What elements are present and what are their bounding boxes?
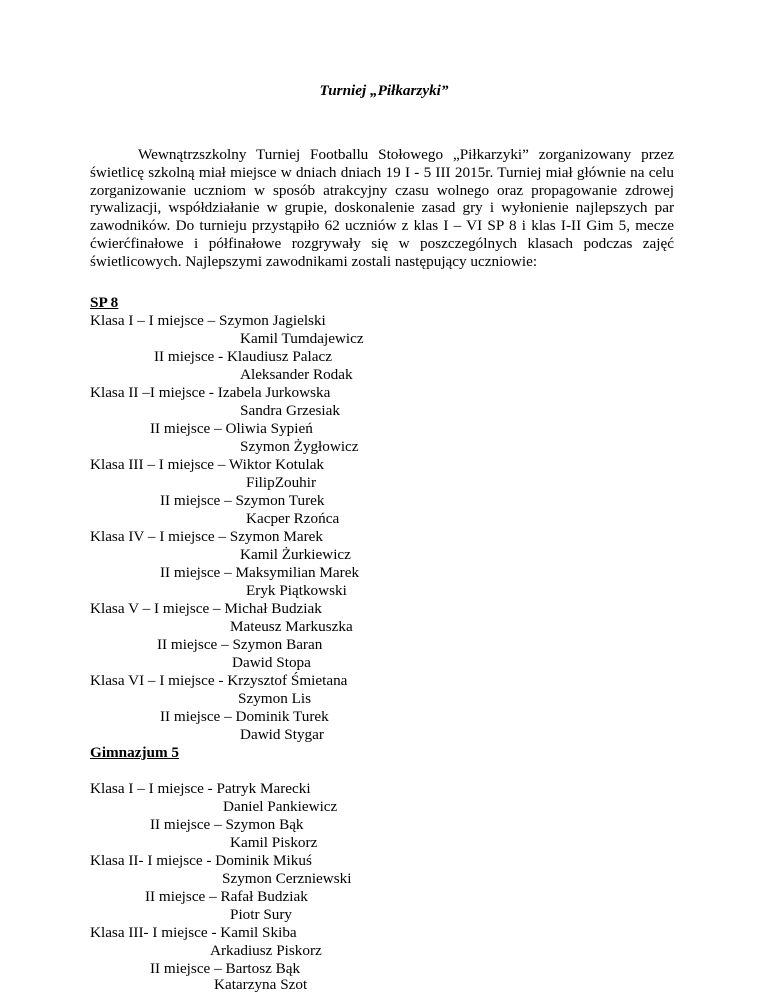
list-line: Klasa IV – I miejsce – Szymon Marek: [90, 528, 323, 545]
list-line: Klasa VI – I miejsce - Krzysztof Śmietana: [90, 672, 348, 689]
list-line: Dawid Stopa: [232, 654, 311, 671]
list-line: II miejsce – Szymon Turek: [160, 492, 325, 509]
list-line: II miejsce – Oliwia Sypień: [150, 420, 313, 437]
intro-text: Wewnątrzszkolny Turniej Footballu Stołowego „Piłkarzyki” zorganizowany przez świetlicę szkolną miał miejsce w dniach dniach 19 I - 5 III 2015r. Turniej miał głównie na celu zorganizowanie uczniom w sposób atrakcyjny czasu wolnego oraz propagowanie zdrowej rywalizacji, współdziałanie w grupie, doskonalenie zasad gry i wyłonienie najlepszych par zawodników. Do turnieju przystąpiło 62 uczniów z klas I – VI SP 8 i klas I-II Gim 5, mecze ćwierćfinałowe i półfinałowe rozgrywały się w poszczególnych klasach podczas zajęć świetlicowych. Najlepszymi zawodnikami zostali następujący uczniowie:: [90, 146, 674, 270]
list-line: Klasa III – I miejsce – Wiktor Kotulak: [90, 456, 325, 473]
list-line: Piotr Sury: [230, 906, 293, 923]
list-line: Eryk Piątkowski: [246, 582, 347, 599]
list-line: II miejsce – Dominik Turek: [160, 708, 329, 725]
list-line: II miejsce – Bartosz Bąk: [150, 960, 301, 977]
list-line: II miejsce – Maksymilian Marek: [160, 564, 360, 581]
list-line: Sandra Grzesiak: [240, 402, 340, 419]
list-line: Szymon Żygłowicz: [240, 438, 359, 455]
intro-paragraph: [90, 146, 674, 271]
list-line: Kamil Żurkiewicz: [240, 546, 351, 563]
list-line: Mateusz Markuszka: [230, 618, 353, 635]
list-line: Klasa II –I miejsce - Izabela Jurkowska: [90, 384, 331, 401]
list-line: Katarzyna Szot: [214, 976, 308, 993]
list-line: II miejsce - Klaudiusz Palacz: [154, 348, 332, 365]
list-line: Kamil Piskorz: [230, 834, 318, 851]
list-line: Dawid Stygar: [240, 726, 324, 743]
list-line: Daniel Pankiewicz: [223, 798, 338, 815]
list-line: Aleksander Rodak: [240, 366, 353, 383]
list-line: Klasa II- I miejsce - Dominik Mikuś: [90, 852, 312, 869]
list-line: Kacper Rzońca: [246, 510, 340, 527]
list-line: Klasa I – I miejsce - Patryk Marecki: [90, 780, 311, 797]
list-line: Klasa V – I miejsce – Michał Budziak: [90, 600, 322, 617]
list-line: FilipZouhir: [246, 474, 317, 491]
list-line: Arkadiusz Piskorz: [210, 942, 322, 959]
list-line: II miejsce – Szymon Baran: [157, 636, 323, 653]
list-line: Klasa III- I miejsce - Kamil Skiba: [90, 924, 297, 941]
list-line: Szymon Cerzniewski: [222, 870, 352, 887]
list-line: Kamil Tumdajewicz: [240, 330, 364, 347]
section-heading-sp8: SP 8: [90, 294, 119, 311]
list-line: II miejsce – Szymon Bąk: [150, 816, 304, 833]
list-line: Klasa I – I miejsce – Szymon Jagielski: [90, 312, 326, 329]
list-line: Szymon Lis: [238, 690, 311, 707]
page-title: Turniej „Piłkarzyki”: [319, 82, 449, 99]
list-line: II miejsce – Rafał Budziak: [145, 888, 308, 905]
section-heading-gim5: Gimnazjum 5: [90, 744, 180, 761]
